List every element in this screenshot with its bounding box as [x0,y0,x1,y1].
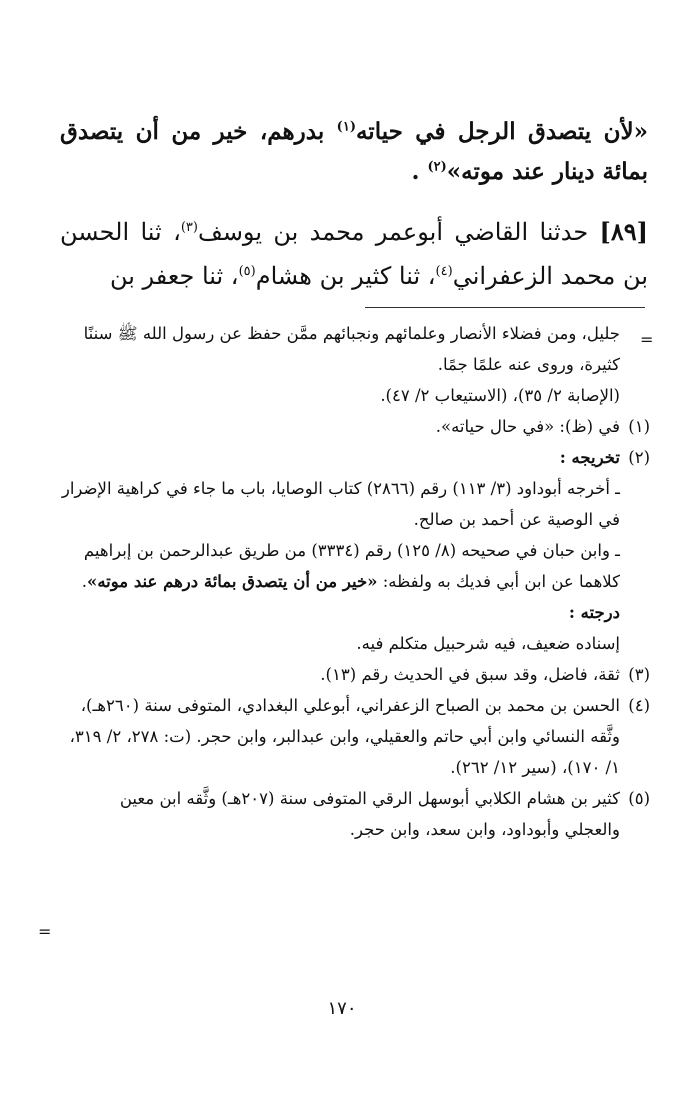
footnote-text: ثقة، فاضل، وقد سبق في الحديث رقم (١٣). [320,665,620,684]
isnad-part: ، ثنا جعفر بن [109,262,239,290]
footnote-4 [60,690,650,783]
footnote-number: (٣) [628,665,650,684]
hadith-number: [٨٩] [599,217,648,246]
takhrij-heading: تخريجه : [559,448,620,467]
footnote-ref-5[interactable]: (٥) [238,264,256,279]
footnote-number: (٥) [628,789,650,808]
takhrij-text: ـ وابن حبان في صحيحه (٨/ ١٢٥) رقم (٣٣٣٤) من طريق عبدالرحمن بن إبراهيم كلاهما عن ابن أبي فديك به ولفظه: [83,541,620,591]
isnad-part: ، ثنا كثير بن هشام [255,262,436,290]
continuation-mark-top: = [640,330,654,349]
takhrij-ibn-hibban [60,535,650,597]
footnote-5 [60,783,650,845]
grade-text: إسناده ضعيف، فيه شرحبيل متكلم فيه. [356,634,620,653]
note-continuation: جليل، ومن فضلاء الأنصار وعلمائهم ونجبائهم ممَّن حفظ عن رسول الله ﷺ سننًا كثيرة، وروى عنه علمًا جمًا. [83,324,620,374]
footnote-number: (٢) [628,448,650,467]
continuation-mark-bottom: = [38,922,52,941]
isnad-part: حدثنا القاضي أبوعمر محمد بن يوسف [197,218,600,246]
hadith-part: بدرهم، خير من أن يتصدق بمائة دينار عند موته» [60,118,648,185]
footnote-ref-1[interactable]: (١) [336,119,356,135]
isnad-text [60,210,648,298]
isnad-part: ، ثنا الحسن بن محمد الزعفراني [60,218,648,290]
takhrij-text: . [81,572,88,591]
footnote-ref-4[interactable]: (٤) [435,264,453,279]
footnote-1 [60,411,650,442]
hadith-part: «لأن يتصدق الرجل في حياته [355,118,648,145]
grade-heading: درجته : [568,603,620,622]
footnote-text: في (ظ): «في حال حياته». [435,417,620,436]
footnotes [60,318,650,845]
footnote-separator [365,307,645,308]
footnote-ref-2[interactable]: (٢) [427,159,447,175]
footnote-number: (٤) [628,696,650,715]
takhrij-abu-dawud: ـ أخرجه أبوداود (٣/ ١١٣) رقم (٢٨٦٦) كتاب الوصايا، باب ما جاء في كراهية الإضرار في الوصية عن أحمد بن صالح. [61,479,620,529]
footnote-3 [60,659,650,690]
takhrij-quote: «خير من أن يتصدق بمائة درهم عند موته» [87,572,378,591]
footnote-ref-3[interactable]: (٣) [180,220,198,235]
page-number: ١٧٠ [327,998,357,1019]
footnote-text: كثير بن هشام الكلابي أبوسهل الرقي المتوفى سنة (٢٠٧هـ) وثَّقه ابن معين والعجلي وأبوداود، وابن سعد، وابن حجر. [119,789,620,839]
hadith-text [60,112,648,192]
footnote-2 [60,442,650,473]
footnote-text: الحسن بن محمد بن الصباح الزعفراني، أبوعلي البغدادي، المتوفى سنة (٢٦٠هـ)، وثَّقه النسائي وابن أبي حاتم والعقيلي، وابن عبدالبر، وابن حجر. (ت: ٢٧٨، ٢/ ٣١٩، ١/ ١٧٠)، (سير ١٢/ ٢٦٢). [69,696,620,777]
hadith-part: . [411,158,428,185]
note-continuation-refs: (الإصابة ٢/ ٣٥)، (الاستيعاب ٢/ ٤٧). [380,386,620,405]
footnote-number: (١) [628,417,650,436]
